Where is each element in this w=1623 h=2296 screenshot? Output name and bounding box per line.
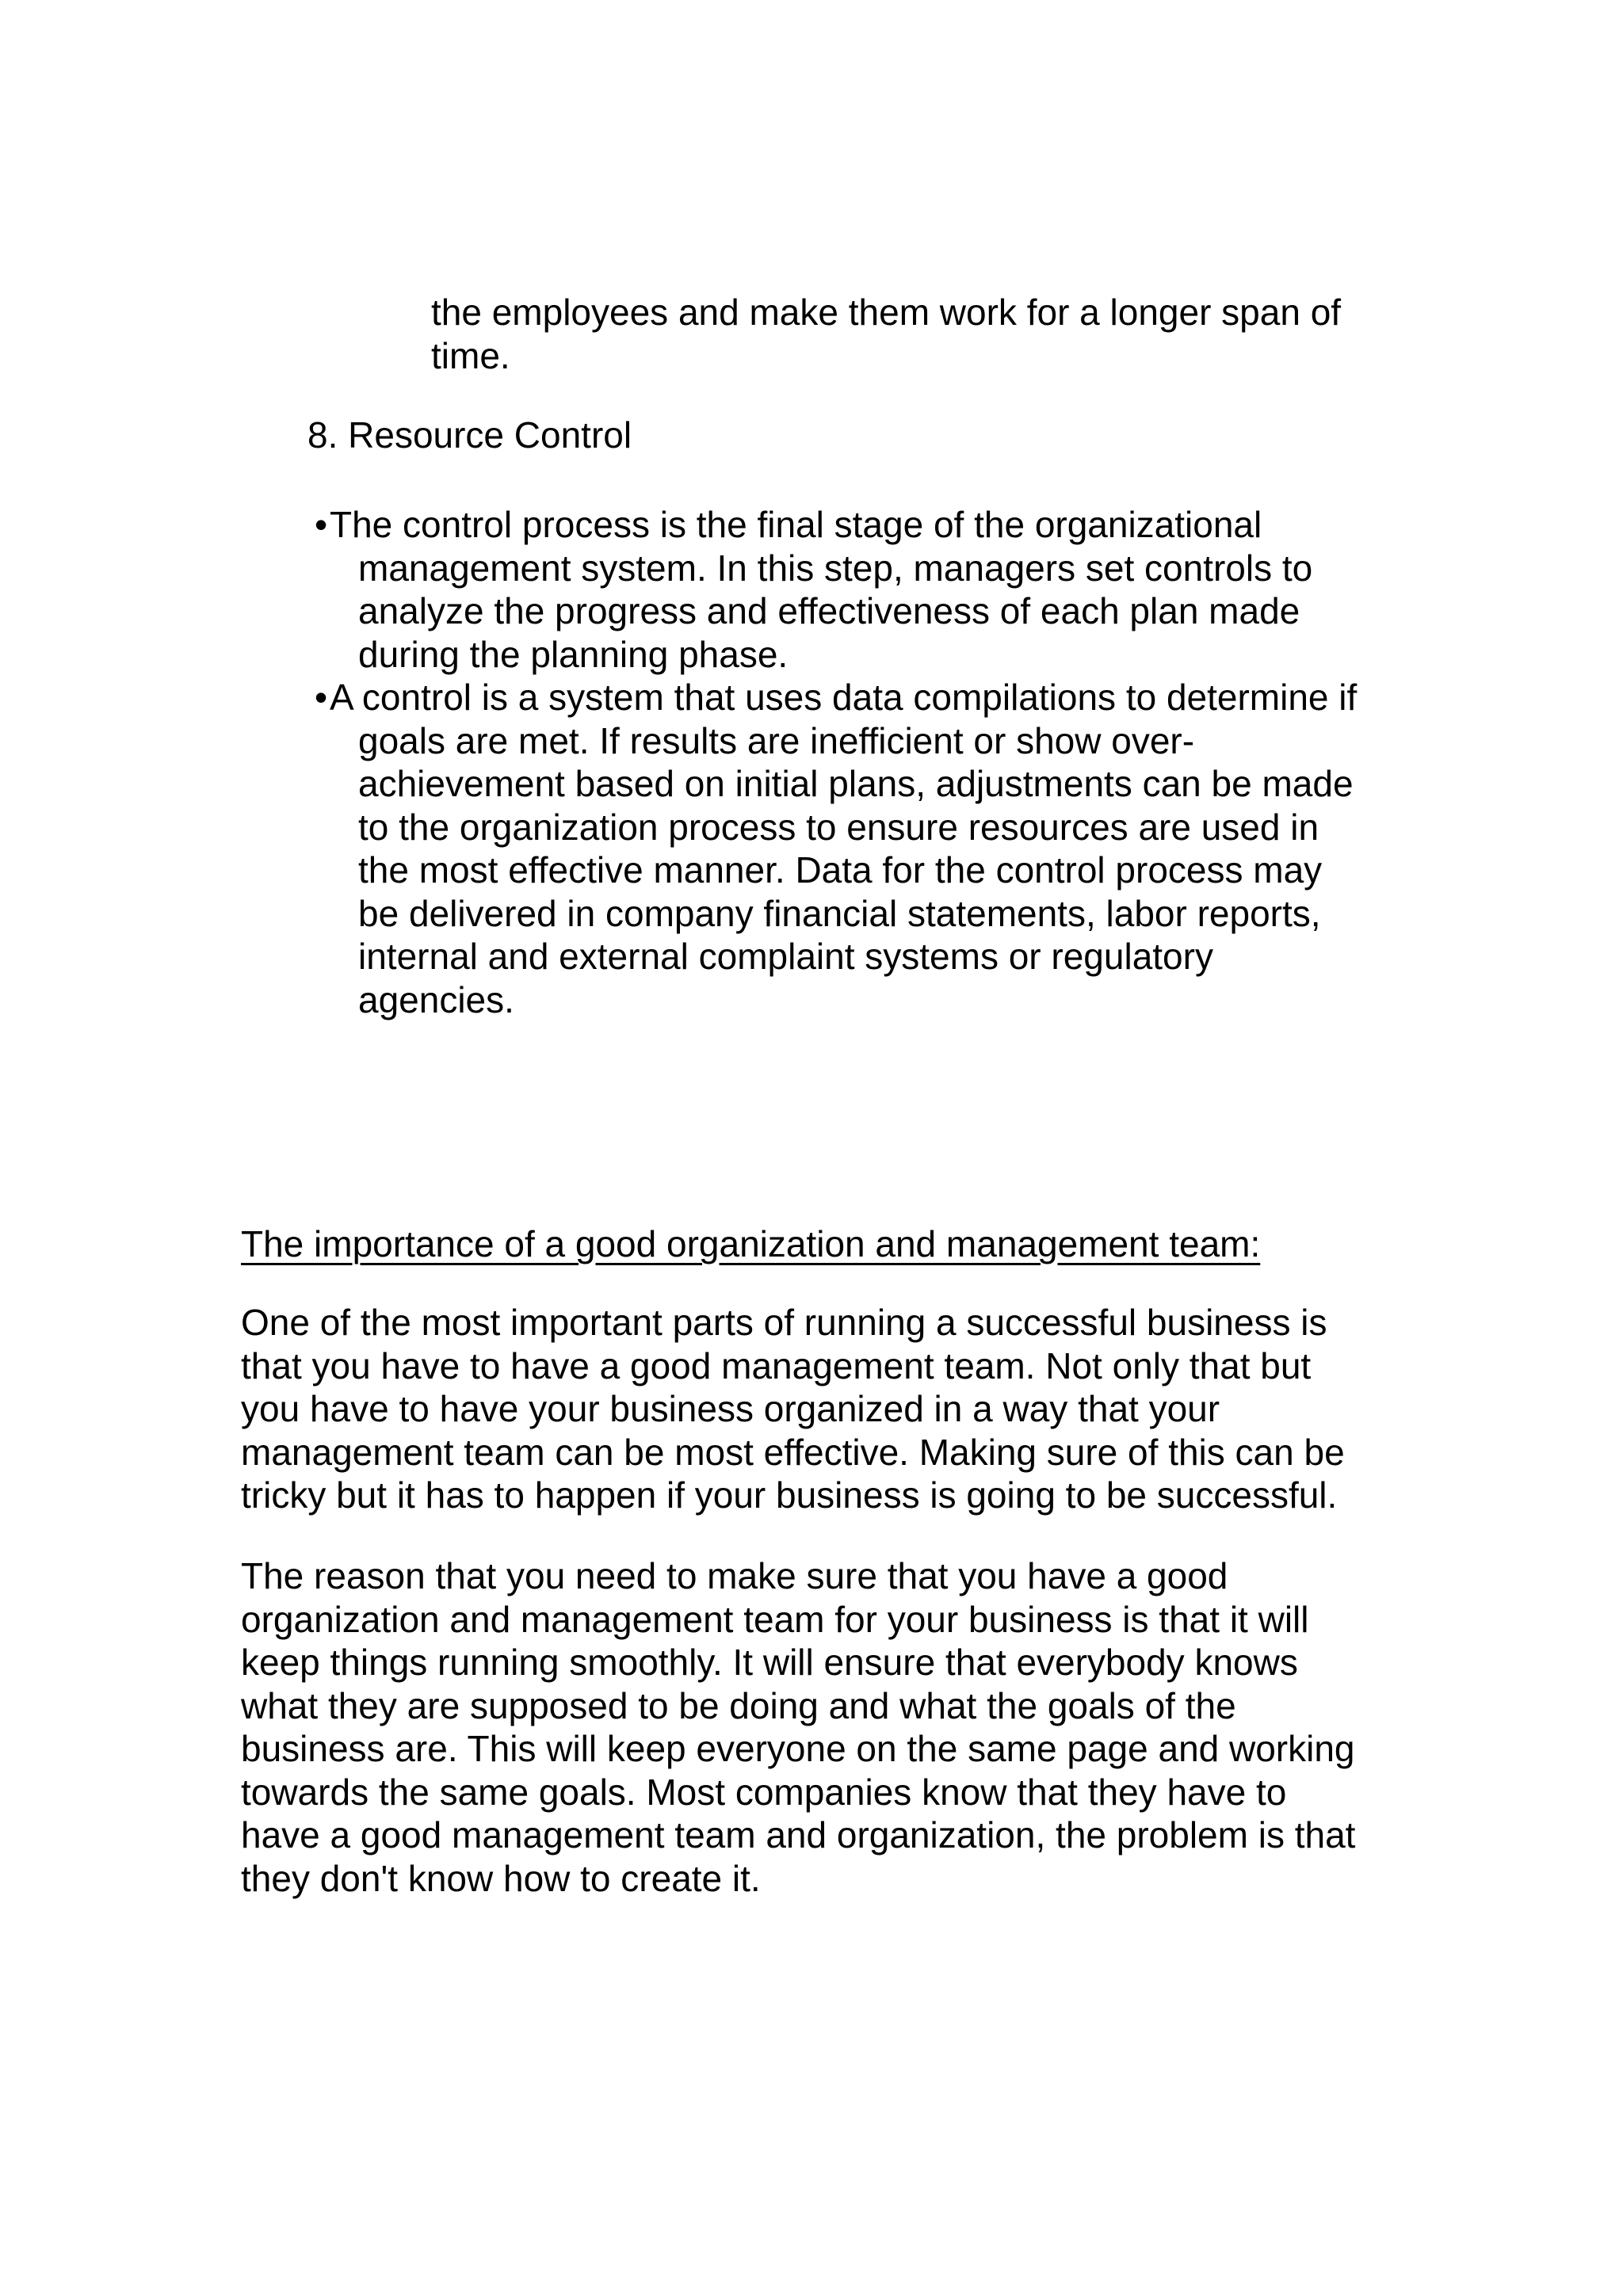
text-line: organization and management team for your business is that it will: [241, 1598, 1309, 1640]
body-paragraph: [241, 1554, 1430, 1900]
text-line: achievement based on initial plans, adjustments can be made: [358, 763, 1354, 804]
text-line: The reason that you need to make sure that you have a good: [241, 1555, 1228, 1596]
text-line: during the planning phase.: [358, 633, 789, 675]
body-paragraph: [241, 1301, 1430, 1517]
text-line: tricky but it has to happen if your business is going to be successful.: [241, 1474, 1338, 1516]
text-line: towards the same goals. Most companies know that they have to: [241, 1771, 1287, 1813]
text-line: management team can be most effective. Making sure of this can be: [241, 1431, 1345, 1473]
text-line: goals are met. If results are inefficient or show over-: [358, 719, 1195, 761]
text-line: they don't know how to create it.: [241, 1857, 761, 1899]
text-line: what they are supposed to be doing and what the goals of the: [241, 1684, 1236, 1726]
text-line: the employees and make them work for a longer span of: [431, 292, 1342, 333]
text-line: management system. In this step, managers set controls to: [358, 547, 1313, 589]
text-line: to the organization process to ensure resources are used in: [358, 806, 1319, 848]
bullet-item: [307, 676, 1433, 1021]
bullet-list: [307, 503, 1433, 1021]
bullet-icon: •: [314, 677, 328, 718]
text-line: analyze the progress and effectiveness of each plan made: [358, 590, 1300, 631]
text-line: have a good management team and organization, the problem is that: [241, 1814, 1356, 1855]
text-line: be delivered in company financial statements, labor reports,: [358, 892, 1321, 934]
text-line: that you have to have a good management team. Not only that but: [241, 1344, 1312, 1386]
bullet-icon: •: [314, 504, 328, 545]
text-line: The control process is the final stage of the organizational: [330, 504, 1262, 545]
text-line: internal and external complaint systems or regulatory: [358, 936, 1213, 977]
numbered-item-heading: 8. Resource Control: [307, 414, 632, 456]
text-line: time.: [431, 334, 510, 376]
text-line: keep things running smoothly. It will ensure that everybody knows: [241, 1642, 1298, 1683]
continued-paragraph: [431, 291, 1422, 377]
text-line: agencies.: [358, 978, 514, 1020]
text-line: One of the most important parts of running a successful business is: [241, 1302, 1327, 1343]
text-line: business are. This will keep everyone on the same page and working: [241, 1728, 1355, 1769]
section-heading: The importance of a good organization and management team:: [241, 1223, 1261, 1264]
text-line: you have to have your business organized in a way that your: [241, 1388, 1220, 1429]
text-line: the most effective manner. Data for the control process may: [358, 849, 1323, 891]
bullet-item: [307, 503, 1433, 676]
text-line: A control is a system that uses data compilations to determine if: [330, 677, 1358, 718]
